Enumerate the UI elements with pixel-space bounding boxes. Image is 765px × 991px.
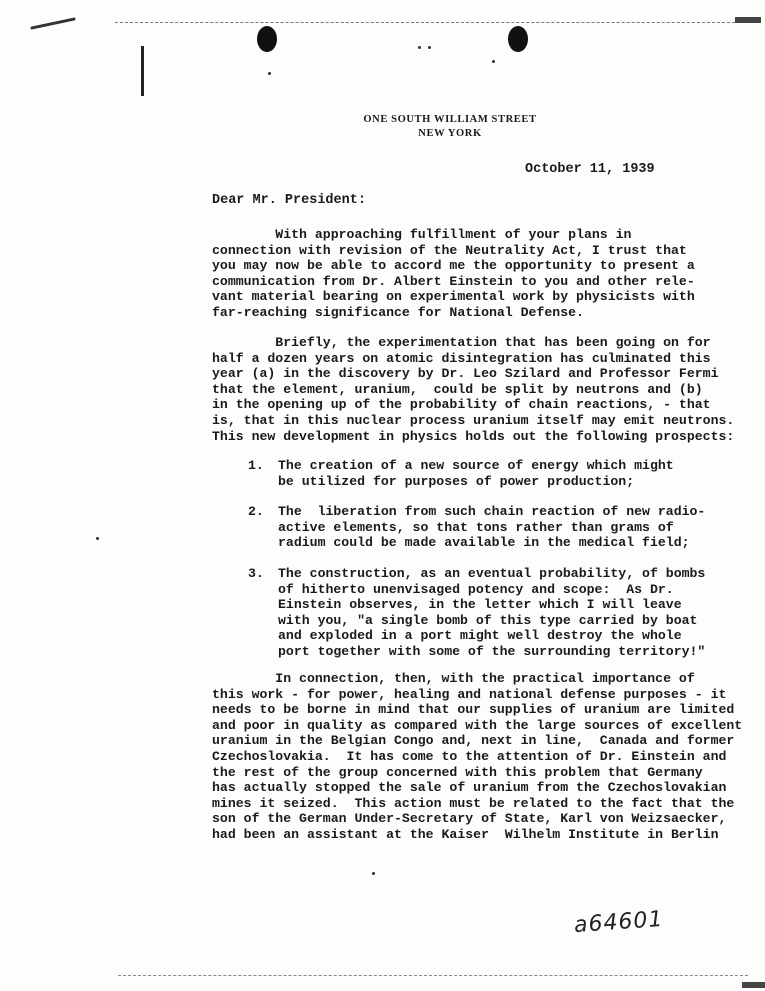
text-line: radium could be made available in the medical field; [278,535,690,551]
prospect-number: 3. [248,566,264,581]
text-line: is, that in this nuclear process uranium itself may emit neutrons. [212,412,735,428]
salutation: Dear Mr. President: [212,193,366,208]
handwritten-archive-number: a64601 [573,906,665,939]
text-line: of hitherto unenvisaged potency and scope: As Dr. [278,581,674,597]
scan-speck [492,60,495,63]
text-line: half a dozen years on atomic disintegration has culminated this [212,350,711,366]
text-line: son of the German Under-Secretary of State, Karl von Weizsaecker, [212,811,727,827]
text-line: Einstein observes, in the letter which I will leave [278,597,682,613]
text-line: that the element, uranium, could be split by neutrons and (b) [212,381,703,397]
text-line: has actually stopped the sale of uranium from the Czechoslovakian [212,780,727,796]
text-line: connection with revision of the Neutrality Act, I trust that [212,242,687,258]
paragraph-uranium-supply [212,671,752,843]
text-line: Czechoslovakia. It has come to the attention of Dr. Einstein and [212,748,727,764]
scan-margin-mark [30,17,76,29]
scan-speck [428,46,431,49]
text-line: active elements, so that tons rather than grams of [278,519,674,535]
letterhead-street: ONE SOUTH WILLIAM STREET [363,114,537,125]
paragraph-introduction [212,227,752,321]
prospect-number: 1. [248,458,264,473]
scan-speck [418,46,421,49]
scan-corner-smudge [742,982,765,988]
text-line: year (a) in the discovery by Dr. Leo Szilard and Professor Fermi [212,366,719,382]
text-line: vant material bearing on experimental work by physicists with [212,289,695,305]
text-line: mines it seized. This action must be related to the fact that the [212,795,735,811]
text-line: had been an assistant at the Kaiser Wilhelm Institute in Berlin [212,826,719,842]
text-line: you may now be able to accord me the opportunity to present a [212,258,695,274]
text-line: and exploded in a port might well destroy the whole [278,628,682,644]
scan-speck [96,537,99,540]
text-line: In connection, then, with the practical importance of [212,671,695,686]
punch-hole-left [257,26,277,52]
scan-speck [268,72,271,75]
text-line: and poor in quality as compared with the large sources of excellent [212,717,743,733]
text-line: The construction, as an eventual probability, of bombs [278,566,706,581]
scan-margin-bar [141,46,144,96]
text-line: This new development in physics holds out the following prospects: [212,428,735,444]
text-line: port together with some of the surrounding territory!" [278,643,706,659]
text-line: with you, "a single bomb of this type carried by boat [278,612,698,628]
text-line: Briefly, the experimentation that has been going on for [212,335,711,350]
text-line: With approaching fulfillment of your plans in [212,227,632,242]
text-line: in the opening up of the probability of chain reactions, - that [212,397,711,413]
text-line: The liberation from such chain reaction of new radio- [278,504,706,519]
text-line: this work - for power, healing and national defense purposes - it [212,686,727,702]
scan-speck [372,872,375,875]
scan-corner-smudge [735,17,761,23]
text-line: be utilized for purposes of power production; [278,473,635,489]
letter-date: October 11, 1939 [525,162,655,177]
letterhead-city: NEW YORK [418,128,482,139]
punch-hole-right [508,26,528,52]
prospect-number: 2. [248,504,264,519]
text-line: uranium in the Belgian Congo and, next in line, Canada and former [212,733,735,749]
scan-top-rule [115,22,745,23]
text-line: communication from Dr. Albert Einstein to you and other rele- [212,273,695,289]
text-line: The creation of a new source of energy which might [278,458,674,473]
text-line: far-reaching significance for National Defense. [212,304,584,320]
scan-bottom-rule [118,975,748,976]
text-line: needs to be borne in mind that our supplies of uranium are limited [212,702,735,718]
text-line: the rest of the group concerned with this problem that Germany [212,764,703,780]
paragraph-experimentation [212,335,752,444]
